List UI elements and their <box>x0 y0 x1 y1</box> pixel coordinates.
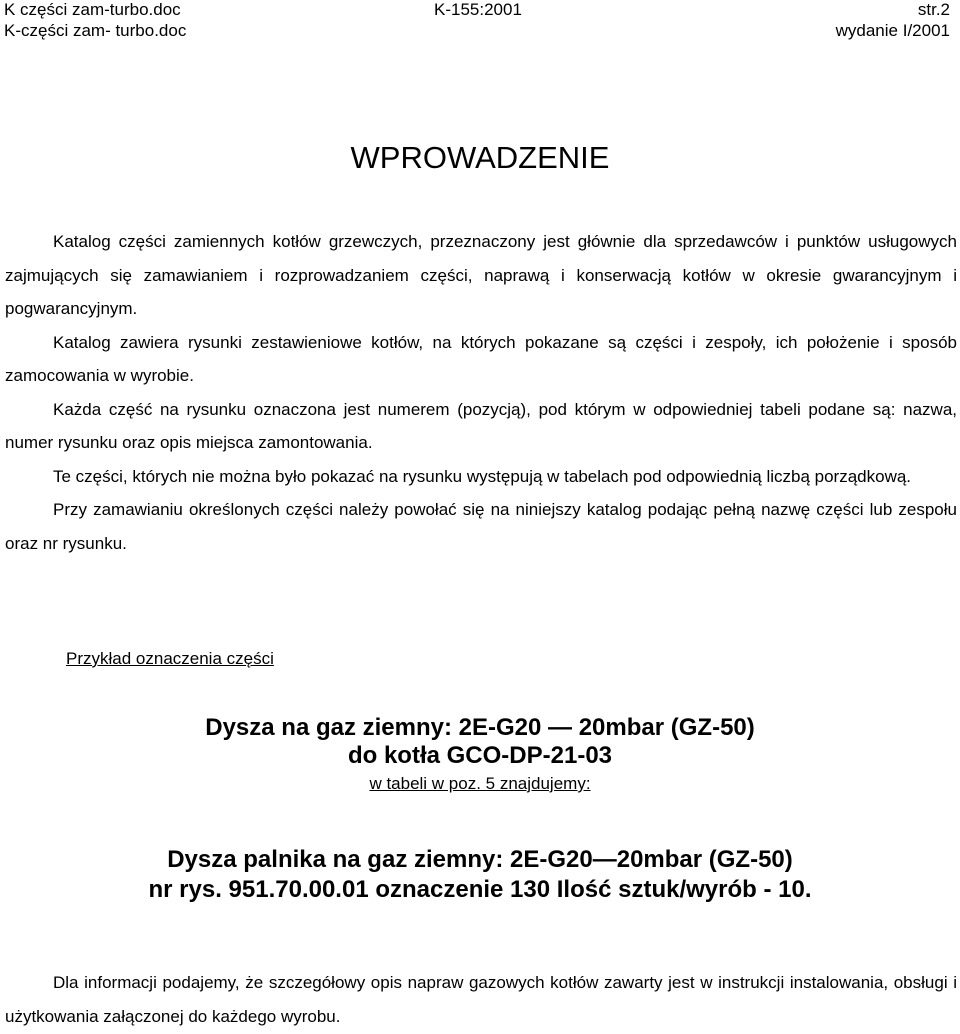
header-filename-2: K-części zam- turbo.doc <box>4 21 187 40</box>
footer-note: Dla informacji podajemy, że szczegółowy opis napraw gazowych kotłów zawarty jest w instrukcji instalowania, obsługi i użytkowania załączonej do każdego wyrobu. <box>5 973 957 1026</box>
example-boiler-model: do kotła GCO-DP-21-03 <box>347 742 613 769</box>
intro-text <box>5 225 957 560</box>
header-filename: K części zam-turbo.doc <box>4 0 181 19</box>
paragraph-3: Każda część na rysunku oznaczona jest numerem (pozycją), pod którym w odpowiedniej tabeli podane są: nazwa, numer rysunku oraz opis miejsca zamontowania. <box>5 399 957 452</box>
header-page-number: str.2 <box>917 0 950 19</box>
example-heading: Przykład oznaczenia części <box>66 649 274 668</box>
header-catalog-code: K-155:2001 <box>434 0 522 19</box>
paragraph-5: Przy zamawianiu określonych części należy powołać się na niniejszy katalog podając pełną nazwę części lub zespołu oraz nr rysunku. <box>5 500 957 553</box>
example-table-ref: w tabeli w poz. 5 znajdujemy: <box>369 774 591 793</box>
page-header-line-2 <box>4 21 956 41</box>
example-nozzle-name: Dysza palnika na gaz ziemny: 2E-G20—20mbar (GZ-50) <box>167 846 793 873</box>
document-title: WPROWADZENIE <box>350 140 610 175</box>
example-drawing-number: nr rys. 951.70.00.01 oznaczenie 130 Ilość sztuk/wyrób - 10. <box>148 876 812 903</box>
paragraph-4: Te części, których nie można było pokazać na rysunku występują w tabelach pod odpowiednią liczbą porządkową. <box>53 466 912 486</box>
paragraph-1: Katalog części zamiennych kotłów grzewczych, przeznaczony jest głównie dla sprzedawców i punktów usługowych zajmujących się zamawianiem i rozprowadzaniem części, naprawą i konserwacją kotłów w okresie gwarancyjnym i pogwarancyjnym. <box>5 232 957 318</box>
page-header-line-1 <box>4 0 956 20</box>
paragraph-2: Katalog zawiera rysunki zestawieniowe kotłów, na których pokazane są części i zespoły, ich położenie i sposób zamocowania w wyrobie. <box>5 332 957 385</box>
example-part-name: Dysza na gaz ziemny: 2E-G20 — 20mbar (GZ-50) <box>205 714 755 741</box>
header-edition: wydanie I/2001 <box>835 21 950 40</box>
